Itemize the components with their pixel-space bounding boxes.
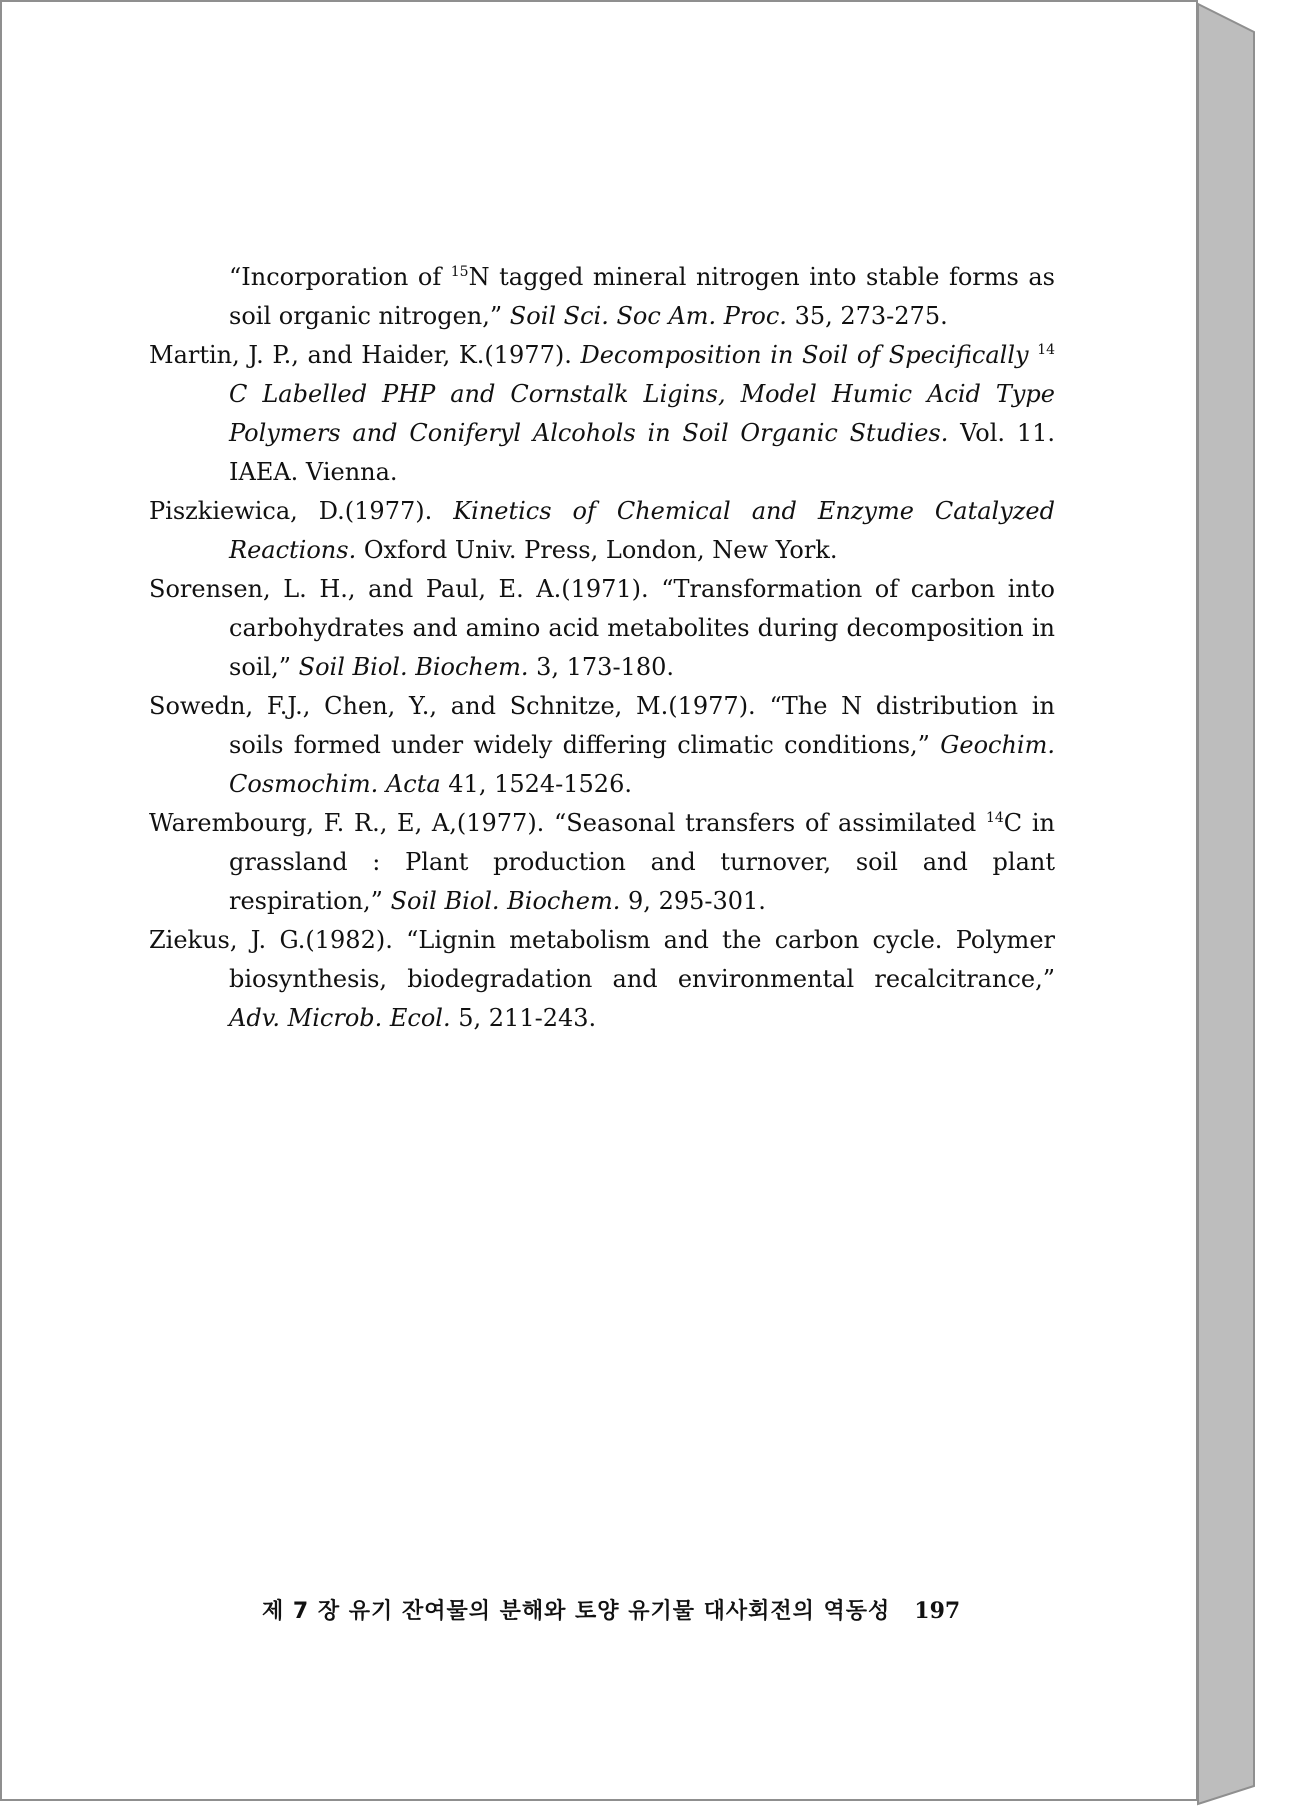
reference-entry: Sorensen, L. H., and Paul, E. A.(1971). “Transformation of carbon into carbohydrates and amino acid metabolites during decomposition in soil,” Soil Biol. Biochem. 3, 173-180. bbox=[149, 575, 1055, 681]
reference-entry: Warembourg, F. R., E, A,(1977). “Seasonal transfers of assimilated $^{14}$C in grassland : Plant production and turnover, soil and plant respiration,” Soil Biol. Biochem. 9, 295-301. bbox=[149, 809, 1056, 915]
reference-entry: Sowedn, F.J., Chen, Y., and Schnitze, M.(1977). “The N distribution in soils formed under widely differing climatic conditions,” Geochim. Cosmochim. Acta 41, 1524-1526. bbox=[149, 692, 1055, 798]
reference-list bbox=[149, 258, 1055, 1038]
page-number: 197 bbox=[914, 1598, 961, 1624]
chapter-title: 제 7 장 유기 잔여물의 분해와 토양 유기물 대사회전의 역동성 bbox=[262, 1599, 891, 1624]
reference-entry: “Incorporation of $^{15}$N tagged mineral nitrogen into stable forms as soil organic nitrogen,” Soil Sci. Soc Am. Proc. 35, 273-275. bbox=[229, 263, 1055, 330]
reference-entry: Ziekus, J. G.(1982). “Lignin metabolism and the carbon cycle. Polymer biosynthesis, biodegradation and environmental recalcitrance,” Adv. Microb. Ecol. 5, 211-243. bbox=[149, 926, 1055, 1032]
page-footer bbox=[262, 1594, 1022, 1625]
reference-entry: Piszkiewica, D.(1977). Kinetics of Chemical and Enzyme Catalyzed Reactions. Oxford Univ. Press, London, New York. bbox=[149, 497, 1056, 564]
reference-entry: Martin, J. P., and Haider, K.(1977). Decomposition in Soil of Specifically $^{14}$ C Labelled PHP and Cornstalk Ligins, Model Humic Acid Type Polymers and Coniferyl Alcohols in Soil Organic Studies. Vol. 11. IAEA. Vienna. bbox=[149, 341, 1056, 486]
